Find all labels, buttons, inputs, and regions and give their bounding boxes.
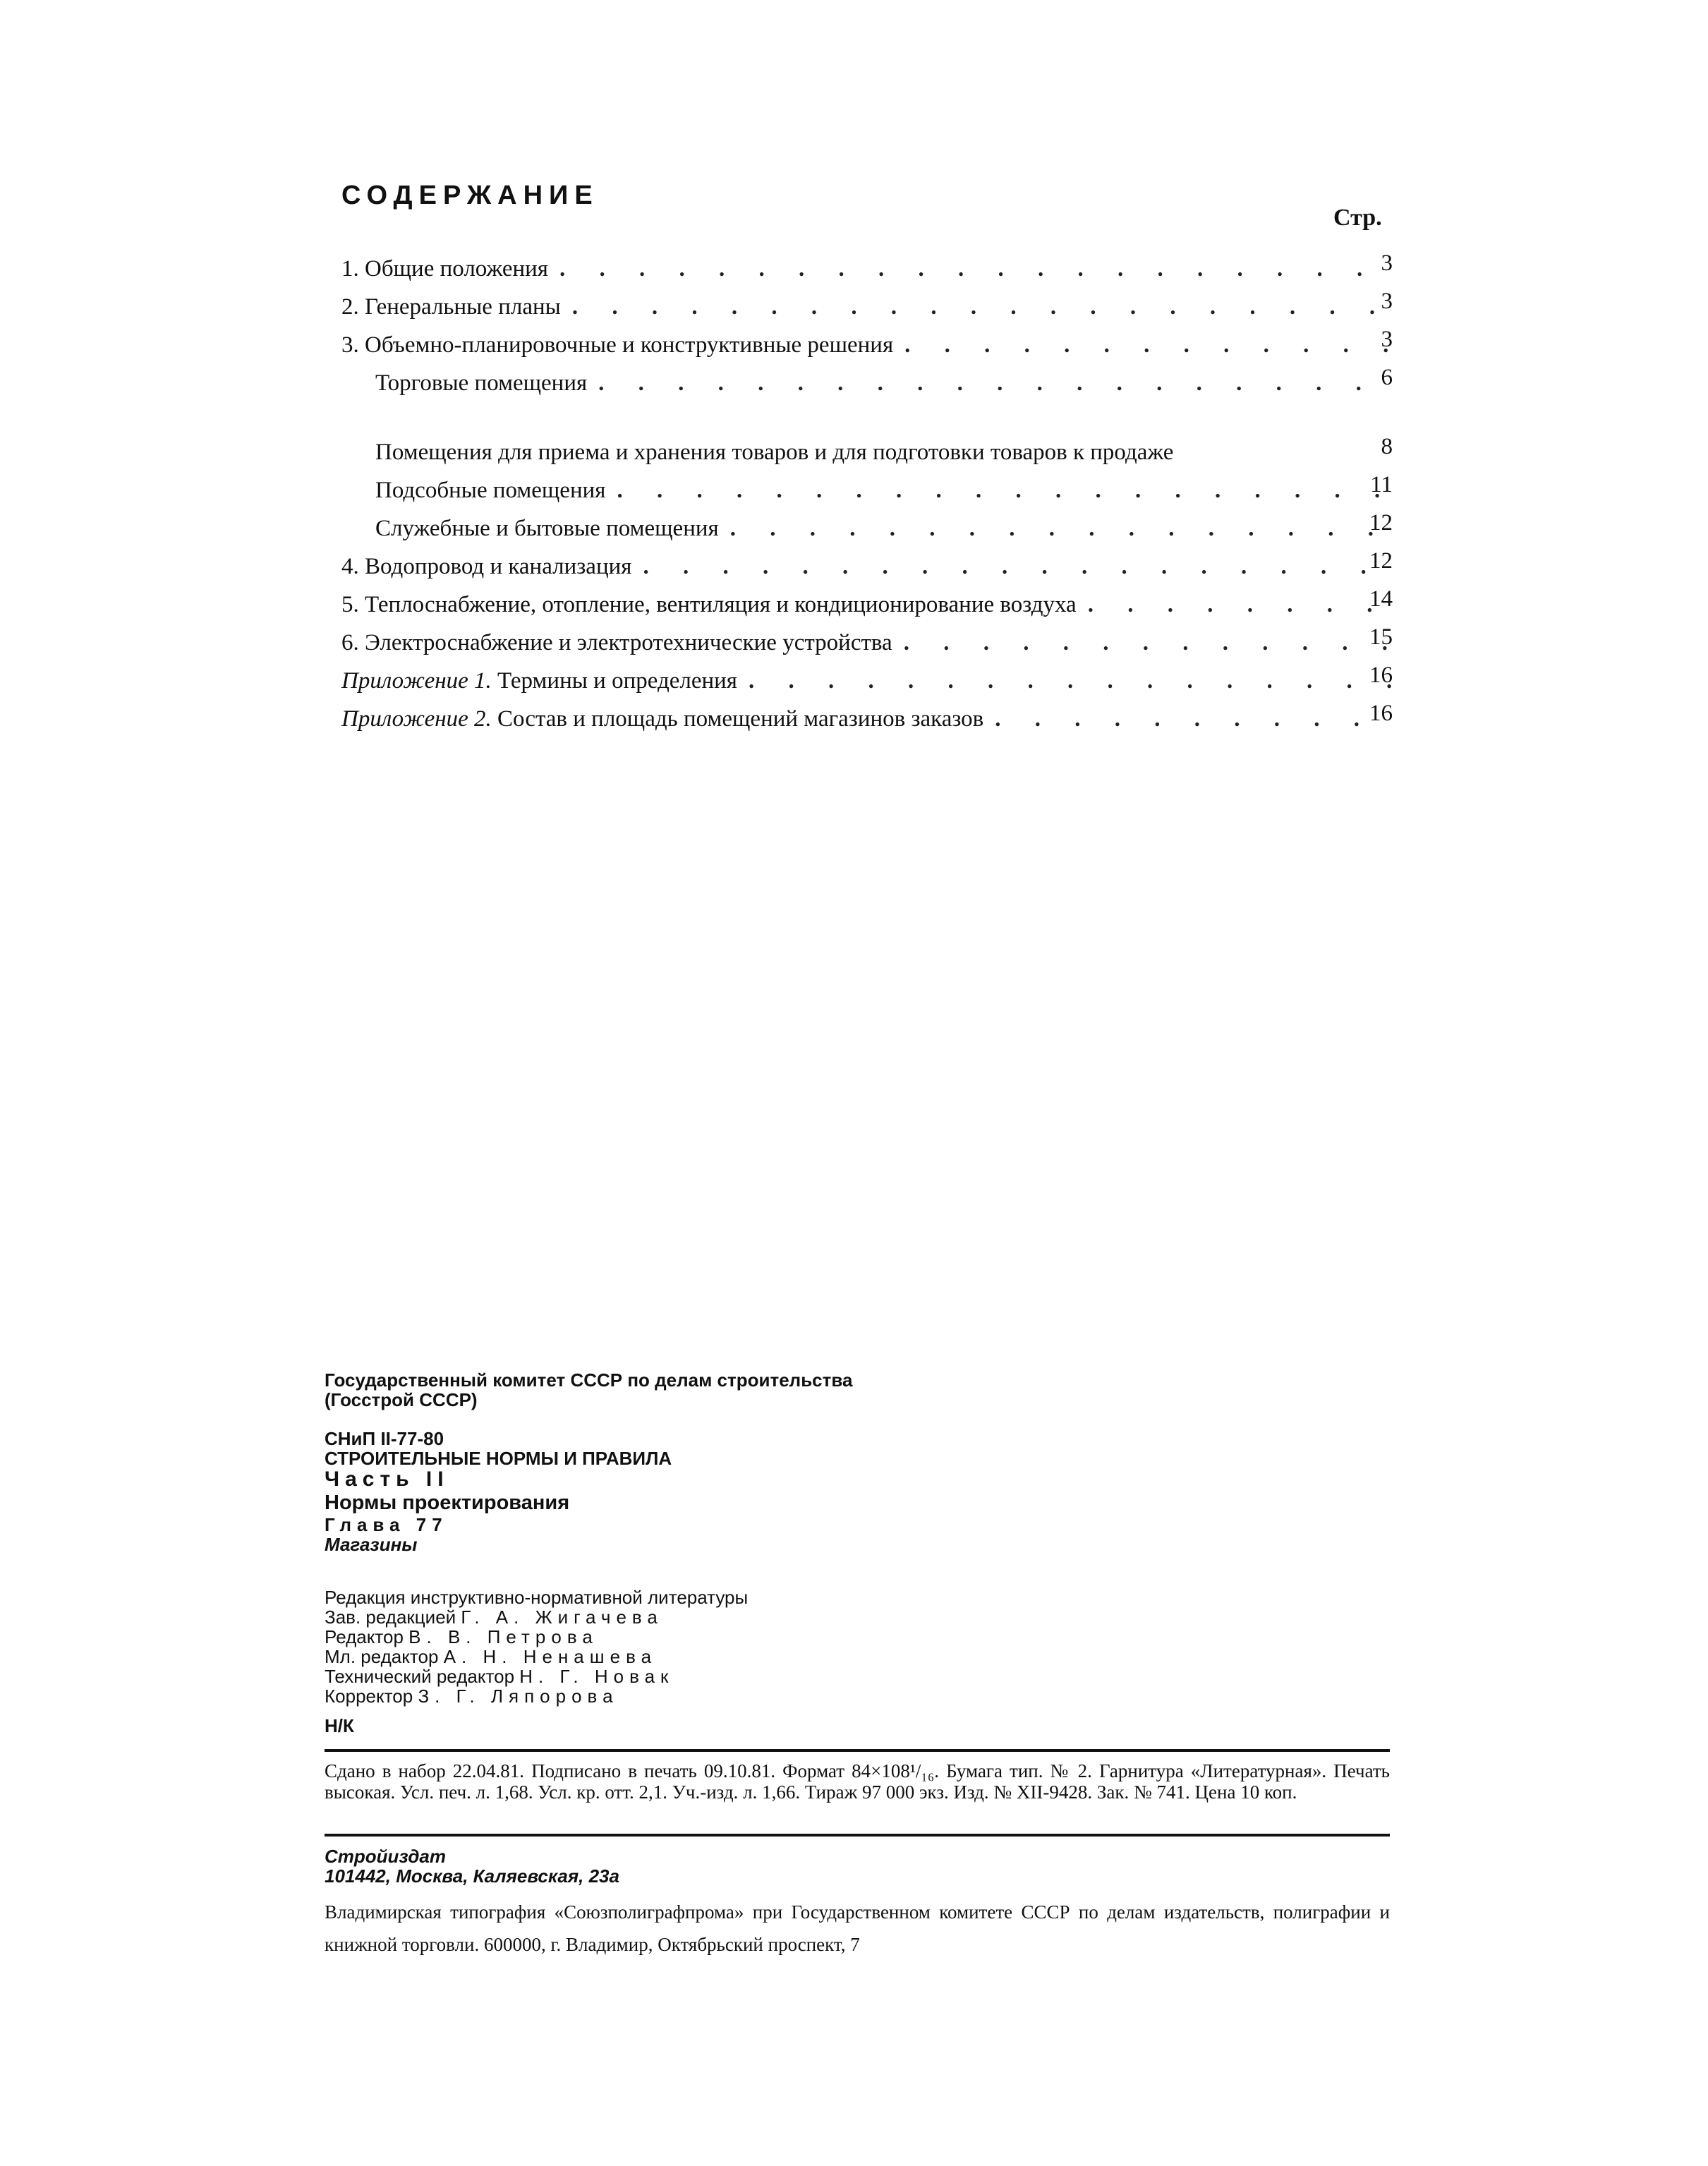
toc-leader-dots	[559, 256, 1393, 282]
toc-entry	[341, 618, 1393, 656]
imprint-subject: Магазины	[325, 1534, 418, 1555]
imprint-print-details: Сдано в набор 22.04.81. Подписано в печать 09.10.81. Формат 84×108¹/₁₆. Бумага тип. № 2. Гарнитура «Литературная». Печать высокая. Усл. печ. л. 1,68. Усл. кр. отт. 2,1. Уч.-изд. л. 1,66. Тираж 97 000 экз. Изд. № XII-9428. Зак. № 741. Цена 10 коп.	[325, 1760, 1390, 1803]
toc-leader-dots	[643, 554, 1393, 580]
toc-entry-text	[341, 706, 995, 732]
toc-entry	[341, 466, 1393, 504]
toc-entry-text: Помещения для приема и хранения товаров и для подготовки товаров к продаже	[341, 439, 1346, 466]
toc-leader-dots	[572, 294, 1393, 320]
staff-name: В. В. Петрова	[408, 1626, 598, 1647]
toc-leader-dots	[598, 370, 1393, 397]
toc-entry-page: 14	[1369, 586, 1393, 612]
toc-entry-page: 12	[1369, 548, 1393, 574]
staff-line	[325, 1686, 1390, 1706]
toc-entry	[341, 656, 1393, 694]
toc-entry	[341, 282, 1393, 320]
toc-leader-dots	[904, 630, 1393, 656]
toc-entry-page: 12	[1369, 510, 1393, 536]
staff-name: А. Н. Ненашева	[443, 1646, 658, 1667]
toc-entry	[341, 320, 1393, 358]
imprint-committee-short: (Госстрой СССР)	[325, 1389, 478, 1410]
toc-entry-text	[341, 668, 749, 694]
imprint-title-block	[325, 1429, 1390, 1554]
imprint-publisher-block	[325, 1846, 1390, 1886]
toc-entry-page: 11	[1370, 472, 1393, 497]
toc-entry-text: 5. Теплоснабжение, отопление, вентиляция и кондиционирование воздуха	[341, 592, 1088, 618]
toc-entry-page: 3	[1381, 250, 1393, 276]
appendix-label: Приложение 2.	[341, 706, 492, 732]
imprint-section: Нормы проектирования	[325, 1492, 570, 1514]
imprint-code: СНиП II-77-80	[325, 1428, 444, 1449]
staff-line	[325, 1607, 1390, 1627]
toc-entry-page: 3	[1381, 327, 1393, 352]
staff-name: Н. Г. Новак	[519, 1666, 674, 1687]
toc-entry-text: Служебные и бытовые помещения	[341, 516, 730, 542]
staff-line	[325, 1627, 1390, 1647]
toc-entry	[341, 542, 1393, 580]
toc-leader-dots	[749, 668, 1393, 694]
imprint-part: Часть II	[325, 1468, 449, 1491]
imprint-publisher-address: 101442, Москва, Каляевская, 23а	[325, 1865, 619, 1887]
toc-leader-dots	[904, 332, 1393, 358]
toc-entry-page: 16	[1369, 662, 1393, 688]
imprint-editorial: Редакция инструктивно-нормативной литературы	[325, 1587, 749, 1608]
imprint-chapter: Глава 77	[325, 1514, 448, 1535]
toc-list	[341, 244, 1393, 732]
appendix-label: Приложение 1.	[341, 668, 492, 694]
staff-role: Мл. редактор	[325, 1646, 439, 1667]
toc-entry	[341, 580, 1393, 618]
toc-entry	[341, 504, 1393, 542]
toc-entry-text: Торговые помещения	[341, 370, 598, 397]
toc-leader-dots	[995, 706, 1393, 732]
staff-line	[325, 1647, 1390, 1666]
toc-entry-page: 15	[1369, 624, 1393, 650]
toc-entry-text: 6. Электроснабжение и электротехнические устройства	[341, 630, 904, 656]
imprint-printer: Владимирская типография «Союзполиграфпрома» при Государственном комитете СССР по делам издательств, полиграфии и книжной торговли. 600000, г. Владимир, Октябрьский проспект, 7	[325, 1901, 1390, 1955]
toc-title: СОДЕРЖАНИЕ	[341, 181, 599, 210]
divider-rule	[325, 1834, 1390, 1837]
toc-leader-dots	[617, 478, 1393, 504]
toc-entry	[341, 358, 1393, 397]
divider-rule	[325, 1749, 1390, 1752]
toc-entry-text: 1. Общие положения	[341, 256, 559, 282]
toc-entry-text: Подсобные помещения	[341, 478, 617, 504]
toc-leader-dots	[730, 516, 1393, 542]
appendix-title: Состав и площадь помещений магазинов заказов	[497, 706, 984, 732]
toc-entry-page: 6	[1381, 365, 1393, 390]
toc-entry-text: 4. Водопровод и канализация	[341, 554, 643, 580]
toc-entry-page: 8	[1381, 434, 1393, 459]
toc-entry-text: 3. Объемно-планировочные и конструктивные решения	[341, 332, 904, 358]
toc-entry	[341, 694, 1393, 732]
staff-name: З. Г. Ляпорова	[418, 1686, 619, 1707]
imprint-staff-block	[325, 1587, 1390, 1736]
toc-entry	[341, 397, 1393, 466]
imprint-header	[325, 1370, 1390, 1410]
staff-role: Технический редактор	[325, 1666, 515, 1687]
staff-role: Корректор	[325, 1686, 413, 1707]
staff-name: Г. А. Жигачева	[461, 1607, 663, 1628]
imprint-publisher: Стройиздат	[325, 1846, 446, 1867]
toc-entry	[341, 244, 1393, 282]
toc-page-column-header: Стр.	[1333, 205, 1382, 231]
staff-line	[325, 1666, 1390, 1686]
imprint-title: СТРОИТЕЛЬНЫЕ НОРМЫ И ПРАВИЛА	[325, 1448, 672, 1469]
staff-role: Редактор	[325, 1626, 404, 1647]
toc-entry-page: 3	[1381, 289, 1393, 314]
imprint-committee: Государственный комитет СССР по делам строительства	[325, 1369, 853, 1391]
imprint-hk: Н/К	[325, 1715, 354, 1736]
toc-entry-page: 16	[1369, 701, 1393, 726]
staff-role: Зав. редакцией	[325, 1607, 456, 1628]
appendix-title: Термины и определения	[497, 668, 737, 694]
toc-entry-text: 2. Генеральные планы	[341, 294, 572, 320]
